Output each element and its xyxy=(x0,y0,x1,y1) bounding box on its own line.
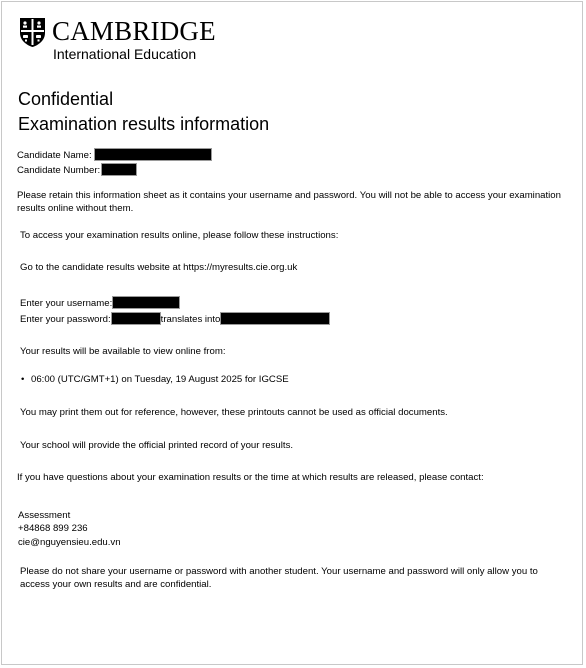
username-redaction xyxy=(112,296,180,309)
password-label: Enter your password: xyxy=(20,314,111,325)
contact-department: Assessment xyxy=(18,510,71,521)
cambridge-shield-icon xyxy=(19,17,46,48)
candidate-name-redaction xyxy=(94,148,212,161)
candidate-number-redaction xyxy=(101,163,137,176)
candidate-number-label: Candidate Number: xyxy=(17,165,101,176)
share-warning: Please do not share your username or password with another student. Your username and password will only allow you to access your own results and are confidential. xyxy=(20,566,538,590)
print-notice: You may print them out for reference, however, these printouts cannot be used as official documents. xyxy=(20,407,448,418)
school-notice: Your school will provide the official printed record of your results. xyxy=(20,440,294,451)
access-intro: To access your examination results online, please follow these instructions: xyxy=(20,230,339,241)
schedule-item: 06:00 (UTC/GMT+1) on Tuesday, 19 August 2025 for IGCSE xyxy=(31,374,289,385)
website-instruction: Go to the candidate results website at https://myresults.cie.org.uk xyxy=(20,262,298,273)
candidate-name-label: Candidate Name: xyxy=(17,150,92,161)
contact-email: cie@nguyensieu.edu.vn xyxy=(18,537,121,548)
availability-intro: Your results will be available to view online from: xyxy=(20,346,226,357)
username-label: Enter your username: xyxy=(20,298,113,309)
username-row xyxy=(20,296,180,311)
questions-intro: If you have questions about your examination results or the time at which results are released, please contact: xyxy=(17,472,484,483)
page-title: Examination results information xyxy=(18,114,270,134)
translates-label: translates into xyxy=(160,314,221,325)
confidential-heading: Confidential xyxy=(18,89,114,109)
retain-notice: Please retain this information sheet as it contains your username and password. You will not be able to access your examination results online without them. xyxy=(17,190,561,214)
bullet-marker: • xyxy=(21,374,25,385)
brand-name: CAMBRIDGE xyxy=(52,16,216,46)
candidate-number-row xyxy=(17,163,137,178)
candidate-name-row xyxy=(17,148,212,163)
password-redaction xyxy=(111,312,161,325)
brand-subtitle: International Education xyxy=(53,46,197,62)
results-sheet xyxy=(1,1,583,665)
translated-password-redaction xyxy=(220,312,330,325)
contact-phone: +84868 899 236 xyxy=(18,523,88,534)
password-row xyxy=(20,312,330,327)
